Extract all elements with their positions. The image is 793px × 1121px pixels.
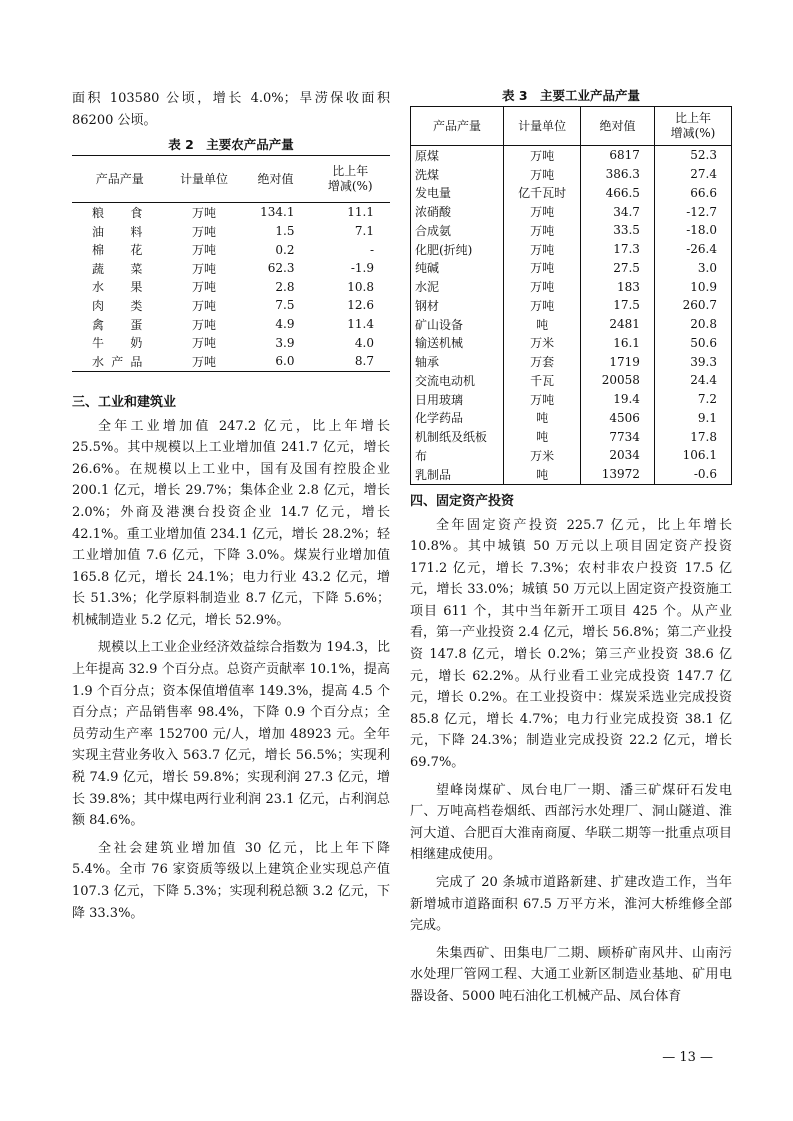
table3-cell-change: -18.0: [654, 221, 731, 240]
table2-row: [72, 203, 390, 222]
table3-cell-value: 16.1: [581, 334, 655, 353]
section3-paragraph-1: 全年工业增加值 247.2 亿元，比上年增长 25.5%。其中规模以上工业增加值 241.7 亿元，增长 26.6%。在规模以上工业中，国有及国有控股企业 200.1 亿元，增长 29.7%；集体企业 2.8 亿元，增长 2.0%；外商及港澳台投资企业 14.7 亿元，增长 42.1%。重工业增加值 234.1 亿元，增长 28.2%；轻工业增加值 7.6 亿元，下降 3.0%。煤炭行业增加值 165.8 亿元，增长 24.1%；电力行业 43.2 亿元，增长 51.3%；化学原料制造业 8.7 亿元，下降 5.6%；机械制造业 5.2 亿元，增长 52.9%。: [72, 418, 390, 628]
table3-body: [411, 146, 732, 485]
table3-cell-unit: 吨: [504, 409, 581, 428]
table3-row: [411, 146, 732, 165]
table3-industrial-output: [410, 106, 732, 485]
intro-paragraph: 面积 103580 公顷，增长 4.0%；旱涝保收面积 86200 公顷。: [72, 91, 390, 128]
table3-header-product: 产品产量: [411, 107, 504, 146]
table3-cell-unit: 万吨: [504, 202, 581, 221]
table3-cell-value: 19.4: [581, 390, 655, 409]
table3-cell-unit: 万吨: [504, 277, 581, 296]
table3-cell-value: 2034: [581, 446, 655, 465]
table3-row: [411, 427, 732, 446]
table3-row: [411, 202, 732, 221]
table3-cell-unit: 万吨: [504, 146, 581, 165]
table3-cell-product: 机制纸及纸板: [411, 427, 504, 446]
table3-cell-value: 183: [581, 277, 655, 296]
table2-cell-change: -: [369, 242, 374, 257]
table2-caption: 表 2 主要农产品产量: [168, 137, 294, 153]
table3-row: [411, 296, 732, 315]
table3-row: [411, 221, 732, 240]
table3-cell-product: 水泥: [411, 277, 504, 296]
table3-cell-unit: 亿千瓦时: [504, 184, 581, 203]
table2-cell-unit: 万吨: [191, 298, 216, 313]
table2-cell-change: 11.4: [347, 317, 374, 332]
table2-header-unit: 计量单位: [167, 156, 240, 203]
table2-cell-change: 11.1: [347, 205, 374, 220]
table3-cell-product: 钢材: [411, 296, 504, 315]
table3-cell-change: 66.6: [654, 184, 731, 203]
table3-cell-unit: 万米: [504, 334, 581, 353]
table3-cell-unit: 万米: [504, 446, 581, 465]
table3-row: [411, 184, 732, 203]
table3-cell-change: 50.6: [654, 334, 731, 353]
table3-cell-change: 39.3: [654, 352, 731, 371]
table2-cell-change: 4.0: [354, 335, 374, 350]
table3-cell-value: 1719: [581, 352, 655, 371]
table3-header-row: [411, 107, 732, 146]
table2-cell-unit: 万吨: [191, 280, 216, 295]
section3-paragraph-2: 规模以上工业企业经济效益综合指数为 194.3，比上年提高 32.9 个百分点。总资产贡献率 10.1%，提高 1.9 个百分点；资本保值增值率 149.3%，提高 4.5 个百分点；产品销售率 98.4%，下降 0.9 个百分点；全员劳动生产率 152700 元/人，增加 48923 元。全年实现主营业务收入 563.7 亿元，增长 56.5%；实现利税 74.9 亿元，增长 59.8%；实现利润 27.3 亿元，增长 39.8%；其中煤电两行业利润 23.1 亿元，占利润总额 84.6%。: [72, 640, 390, 829]
table3-header-change: 比上年 增减(%): [654, 107, 731, 146]
table3-row: [411, 240, 732, 259]
table3-cell-value: 2481: [581, 315, 655, 334]
table3-row: [411, 390, 732, 409]
table2-body: [72, 203, 390, 371]
table3-cell-change: 260.7: [654, 296, 731, 315]
table3-cell-product: 交流电动机: [411, 371, 504, 390]
table3-cell-change: -12.7: [654, 202, 731, 221]
table2-cell-product: 水产品: [92, 354, 150, 369]
table2-row: [72, 259, 390, 278]
table3-cell-value: 6817: [581, 146, 655, 165]
section4-paragraph-4: 朱集西矿、田集电厂二期、顾桥矿南风井、山南污水处理厂管网工程、大通工业新区制造业基地、矿用电器设备、5000 吨石油化工机械产品、凤台体育: [410, 945, 732, 1004]
table2-cell-change: 12.6: [347, 298, 374, 313]
table2-cell-unit: 万吨: [191, 317, 216, 332]
table2-row: [72, 352, 390, 371]
table3-header-unit: 计量单位: [504, 107, 581, 146]
table2-row: [72, 296, 390, 315]
table3-cell-change: 9.1: [654, 409, 731, 428]
table3-cell-product: 化肥(折纯): [411, 240, 504, 259]
right-column: [410, 88, 732, 1014]
table3-cell-product: 纯碱: [411, 259, 504, 278]
table2-cell-change: 7.1: [354, 224, 374, 239]
table2-cell-unit: 万吨: [191, 336, 216, 351]
table3-row: [411, 352, 732, 371]
table3-cell-change: 27.4: [654, 165, 731, 184]
table3-cell-change: 3.0: [654, 259, 731, 278]
table3-cell-value: 386.3: [581, 165, 655, 184]
table3-cell-change: 52.3: [654, 146, 731, 165]
table2-cell-value: 6.0: [275, 354, 295, 369]
table2-row: [72, 240, 390, 259]
section3-title: 三、工业和建筑业: [72, 394, 177, 410]
table2-cell-unit: 万吨: [191, 205, 216, 220]
table2-cell-value: 0.2: [275, 242, 295, 257]
table2-cell-value: 1.5: [275, 224, 295, 239]
table3-row: [411, 277, 732, 296]
table3-cell-value: 13972: [581, 465, 655, 484]
table2-cell-unit: 万吨: [191, 261, 216, 276]
table2-cell-product: 水 果: [92, 280, 150, 295]
table2-row: [72, 222, 390, 241]
section4-paragraph-1: 全年固定资产投资 225.7 亿元，比上年增长 10.8%。其中城镇 50 万元以上项目固定资产投资 171.2 亿元，增长 7.3%；农村非农户投资 17.5 亿元，增长 33.0%；城镇 50 万元以上固定资产投资施工项目 611 个，其中当年新开工项目 425 个。从产业看，第一产业投资 2.4 亿元，增长 56.8%；第二产业投资 147.8 亿元，增长 0.2%；第三产业投资 38.6 亿元，增长 62.2%。从行业看工业完成投资 147.7 亿元，增长 0.2%。在工业投资中：煤炭采选业完成投资 85.8 亿元，增长 4.7%；电力行业完成投资 38.1 亿元，下降 24.3%；制造业完成投资 22.2 亿元，增长 69.7%。: [410, 517, 732, 771]
table3-row: [411, 465, 732, 484]
table2-row: [72, 278, 390, 297]
table3-cell-change: -26.4: [654, 240, 731, 259]
table3-cell-product: 原煤: [411, 146, 504, 165]
table2-row: [72, 333, 390, 352]
table3-cell-change: 7.2: [654, 390, 731, 409]
table2-cell-change: -1.9: [350, 261, 374, 276]
table3-cell-product: 浓硝酸: [411, 202, 504, 221]
table2-cell-product: 肉 类: [92, 298, 150, 313]
table3-cell-value: 17.3: [581, 240, 655, 259]
table3-cell-change: 10.9: [654, 277, 731, 296]
table3-cell-value: 466.5: [581, 184, 655, 203]
table3-header-value: 绝对值: [581, 107, 655, 146]
table3-cell-change: -0.6: [654, 465, 731, 484]
section4-paragraph-3: 完成了 20 条城市道路新建、扩建改造工作，当年新增城市道路面积 67.5 万平方米，淮河大桥维修全部完成。: [410, 875, 732, 934]
table3-cell-product: 日用玻璃: [411, 390, 504, 409]
page-number: — 13 —: [662, 1050, 713, 1065]
table3-row: [411, 315, 732, 334]
table3-cell-unit: 千瓦: [504, 371, 581, 390]
table3-cell-unit: 吨: [504, 315, 581, 334]
table2-row: [72, 315, 390, 334]
table3-row: [411, 165, 732, 184]
table2-cell-unit: 万吨: [191, 243, 216, 258]
left-column: [72, 88, 390, 930]
table3-cell-unit: 万吨: [504, 390, 581, 409]
table3-cell-unit: 万吨: [504, 165, 581, 184]
table3-cell-product: 发电量: [411, 184, 504, 203]
table2-cell-change: 8.7: [354, 354, 374, 369]
table3-cell-product: 轴承: [411, 352, 504, 371]
table3-cell-change: 24.4: [654, 371, 731, 390]
table2-cell-product: 蔬 菜: [92, 261, 150, 276]
table3-cell-unit: 万吨: [504, 240, 581, 259]
table3-cell-value: 20058: [581, 371, 655, 390]
table3-row: [411, 259, 732, 278]
section3-paragraph-3: 全社会建筑业增加值 30 亿元，比上年下降 5.4%。全市 76 家资质等级以上建筑企业实现总产值 107.3 亿元，下降 5.3%；实现利税总额 3.2 亿元，下降 33.3%。: [72, 840, 390, 921]
table3-cell-value: 34.7: [581, 202, 655, 221]
table3-cell-change: 17.8: [654, 427, 731, 446]
table2-agricultural-output: [72, 155, 390, 371]
table2-cell-unit: 万吨: [191, 224, 216, 239]
table3-row: [411, 334, 732, 353]
table3-cell-value: 27.5: [581, 259, 655, 278]
table3-cell-unit: 吨: [504, 427, 581, 446]
table2-cell-change: 10.8: [347, 279, 374, 294]
table2-cell-product: 禽 蛋: [92, 317, 150, 332]
section4-title: 四、固定资产投资: [410, 493, 515, 509]
table3-cell-value: 17.5: [581, 296, 655, 315]
table2-cell-value: 62.3: [267, 261, 295, 276]
table3-cell-product: 乳制品: [411, 465, 504, 484]
table3-row: [411, 409, 732, 428]
table2-cell-unit: 万吨: [191, 354, 216, 369]
table3-cell-unit: 万吨: [504, 259, 581, 278]
table2-cell-value: 134.1: [260, 205, 295, 220]
table2-cell-product: 棉 花: [92, 243, 150, 258]
table2-header-product: 产品产量: [72, 156, 167, 203]
table3-cell-product: 化学药品: [411, 409, 504, 428]
table3-cell-unit: 万套: [504, 352, 581, 371]
table3-cell-unit: 万吨: [504, 221, 581, 240]
table3-caption: 表 3 主要工业产品产量: [501, 88, 641, 103]
table3-cell-change: 106.1: [654, 446, 731, 465]
table3-row: [411, 446, 732, 465]
table2-header-row: [72, 156, 390, 203]
table2-cell-value: 3.9: [275, 335, 295, 350]
table3-cell-value: 7734: [581, 427, 655, 446]
table3-cell-change: 20.8: [654, 315, 731, 334]
table3-row: [411, 371, 732, 390]
table2-header-change: 比上年 增减(%): [310, 156, 390, 203]
table3-cell-value: 4506: [581, 409, 655, 428]
table2-cell-value: 2.8: [275, 279, 295, 294]
table2-cell-product: 粮 食: [92, 205, 150, 220]
table3-cell-product: 矿山设备: [411, 315, 504, 334]
table2-header-value: 绝对值: [241, 156, 311, 203]
table2-cell-product: 牛 奶: [92, 336, 150, 351]
table2-cell-product: 油 料: [92, 224, 150, 239]
table2-cell-value: 7.5: [275, 298, 295, 313]
table3-cell-unit: 吨: [504, 465, 581, 484]
section4-paragraph-2: 望峰岗煤矿、凤台电厂一期、潘三矿煤矸石发电厂、万吨高档卷烟纸、西部污水处理厂、洞山隧道、淮河大道、合肥百大淮南商厦、华联二期等一批重点项目相继建成使用。: [410, 782, 732, 863]
table3-cell-product: 输送机械: [411, 334, 504, 353]
table2-cell-value: 4.9: [275, 317, 295, 332]
table3-cell-product: 洗煤: [411, 165, 504, 184]
table3-cell-product: 布: [411, 446, 504, 465]
table3-cell-product: 合成氨: [411, 221, 504, 240]
table3-cell-value: 33.5: [581, 221, 655, 240]
table3-cell-unit: 万吨: [504, 296, 581, 315]
